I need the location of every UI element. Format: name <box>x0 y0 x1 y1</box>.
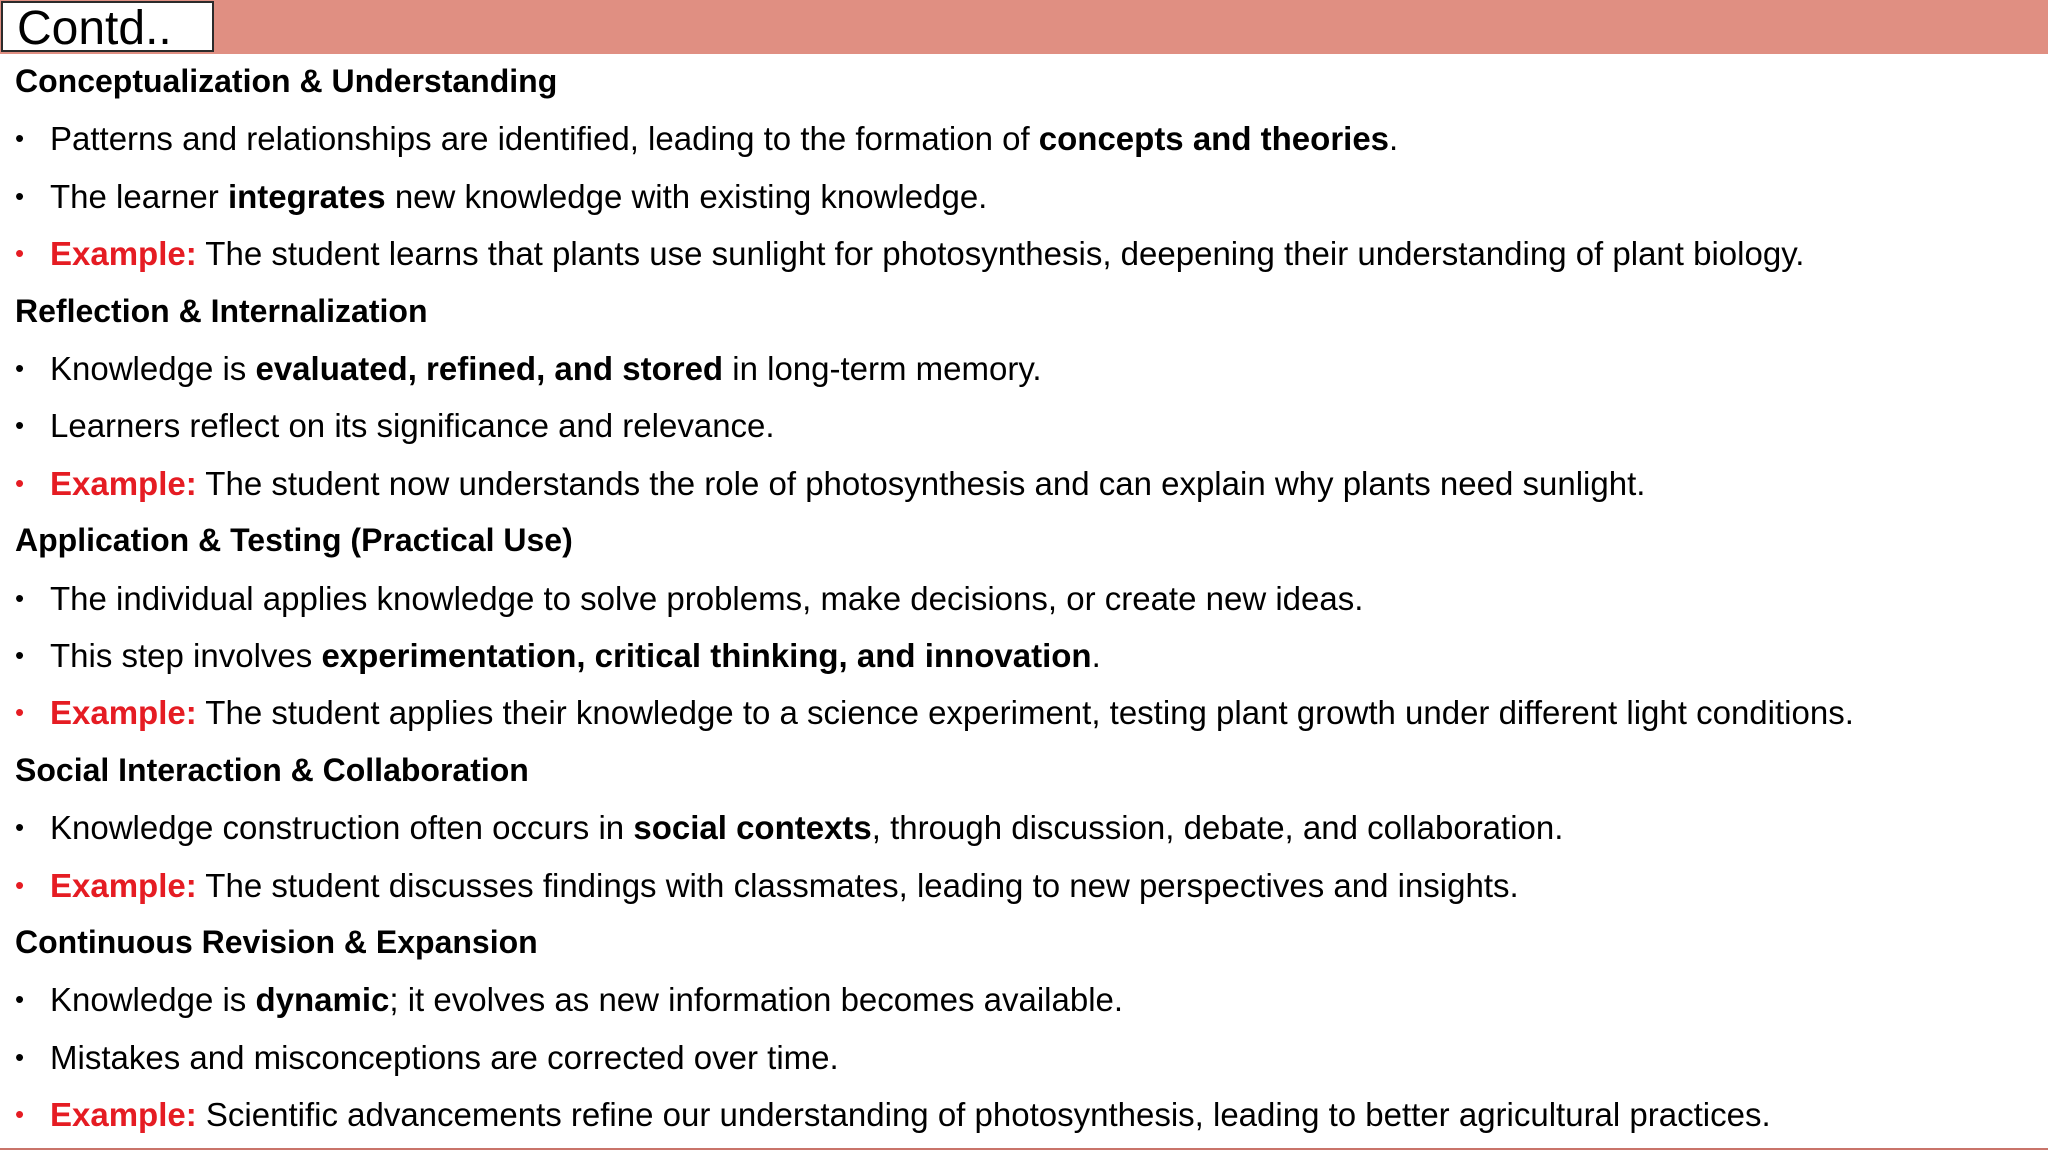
example-text: The student now understands the role of photosynthesis and can explain why plants need sunlight. <box>196 464 1646 502</box>
section-heading: Application & Testing (Practical Use) <box>15 522 573 559</box>
bottom-rule <box>0 1148 2048 1150</box>
bullet-text <box>50 1086 1771 1143</box>
text-emphasis: experimentation, critical thinking, and innovation <box>321 637 1092 674</box>
section-heading: Reflection & Internalization <box>15 292 428 329</box>
text-normal: Knowledge is <box>50 981 256 1019</box>
bullet-text <box>50 455 1645 512</box>
bullet-icon: • <box>15 869 25 900</box>
bullet-text <box>50 397 775 454</box>
bullet-icon: • <box>15 353 25 383</box>
text-normal: Mistakes and misconceptions are corrected over time. <box>50 1038 839 1076</box>
example-label: Example: <box>50 464 197 502</box>
bullet-icon: • <box>15 697 25 728</box>
example-text: The student learns that plants use sunlight for photosynthesis, deepening their understanding of plant biology. <box>196 235 1805 273</box>
text-normal: Knowledge construction often occurs in <box>50 809 634 847</box>
bullet-icon: • <box>15 984 25 1015</box>
text-emphasis: social contexts <box>633 809 872 847</box>
bullet-text <box>50 627 1101 684</box>
example-text: The student applies their knowledge to a science experiment, testing plant growth under different light conditions. <box>196 694 1854 732</box>
bullet-text <box>50 340 1042 397</box>
text-emphasis: dynamic <box>255 981 390 1019</box>
example-label: Example: <box>50 694 197 732</box>
text-normal: in long-term memory. <box>723 350 1042 387</box>
bullet-icon: • <box>15 123 25 154</box>
example-label: Example: <box>50 235 197 273</box>
example-label: Example: <box>50 1096 197 1134</box>
text-normal: . <box>1389 120 1399 158</box>
text-normal: . <box>1091 637 1101 674</box>
bullet-text <box>50 799 1563 856</box>
bullet-icon: • <box>15 640 25 670</box>
text-normal: The learner <box>50 177 228 215</box>
section-heading: Social Interaction & Collaboration <box>15 751 529 788</box>
bullet-text <box>50 225 1804 282</box>
bullet-icon: • <box>15 410 25 441</box>
bullet-icon: • <box>15 1099 25 1130</box>
bullet-text <box>50 1029 839 1086</box>
bullet-text <box>50 168 987 225</box>
bullet-icon: • <box>15 1041 25 1072</box>
bullet-text <box>50 684 1854 741</box>
text-emphasis: concepts and theories <box>1038 120 1390 158</box>
bullet-icon: • <box>15 467 25 498</box>
text-emphasis: evaluated, refined, and stored <box>255 350 724 387</box>
text-normal: ; it evolves as new information becomes available. <box>389 981 1124 1019</box>
text-normal: new knowledge with existing knowledge. <box>385 177 988 215</box>
text-normal: The individual applies knowledge to solve problems, make decisions, or create new ideas. <box>50 579 1364 617</box>
section-heading: Conceptualization & Understanding <box>15 63 558 99</box>
bullet-text <box>50 570 1363 627</box>
text-normal: This step involves <box>50 637 322 674</box>
bullet-text <box>50 857 1519 914</box>
bullet-text <box>50 971 1123 1028</box>
bullet-icon: • <box>15 180 25 211</box>
text-normal: Learners reflect on its significance and relevance. <box>50 407 775 445</box>
bullet-icon: • <box>15 238 25 269</box>
bullet-icon: • <box>15 812 25 843</box>
text-emphasis: integrates <box>227 177 386 215</box>
text-normal: , through discussion, debate, and collaboration. <box>871 809 1564 847</box>
bullet-icon: • <box>15 582 25 613</box>
bullet-text <box>50 110 1398 167</box>
example-text: The student discusses findings with classmates, leading to new perspectives and insights. <box>196 866 1519 904</box>
example-label: Example: <box>50 866 197 904</box>
section-heading: Continuous Revision & Expansion <box>15 924 538 960</box>
text-normal: Patterns and relationships are identified, leading to the formation of <box>50 120 1039 158</box>
example-text: Scientific advancements refine our understanding of photosynthesis, leading to better agricultural practices. <box>196 1096 1771 1134</box>
text-normal: Knowledge is <box>50 350 256 387</box>
slide-title: Contd.. <box>17 2 172 55</box>
